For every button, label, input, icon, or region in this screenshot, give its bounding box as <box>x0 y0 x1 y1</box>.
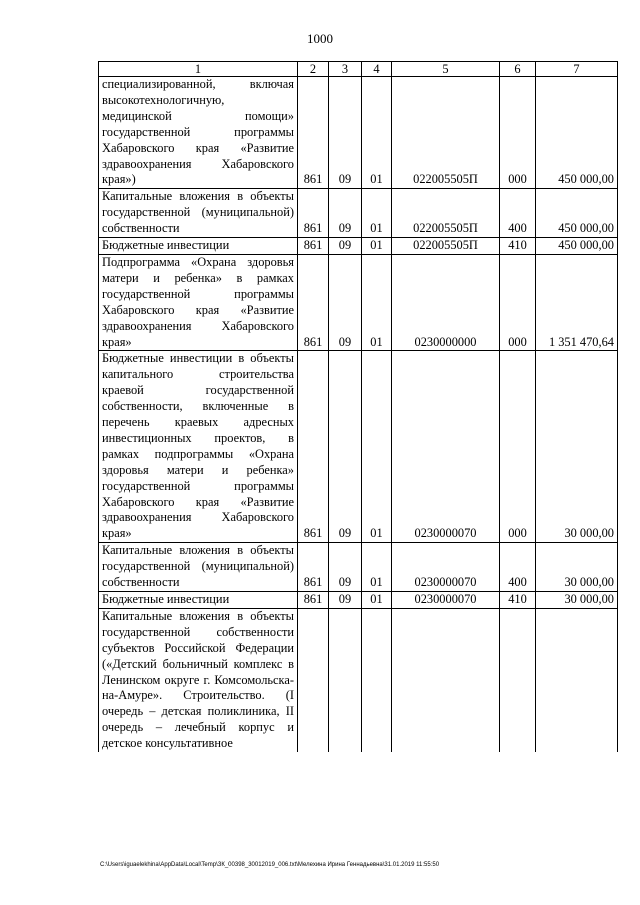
row-code-section: 09 <box>329 351 362 543</box>
row-code-expense-type: 000 <box>500 77 536 189</box>
row-amount <box>536 608 618 752</box>
row-description: Капитальные вложения в объекты государственной (муниципальной) собственности <box>99 189 298 238</box>
row-description: Бюджетные инвестиции в объекты капитального строительства краевой государственной собственности, включенные в перечень краевых адресных инвестиционных проектов, в рамках подпрограммы «Охрана здоровья матери и ребенка» государственной программы Хабаровского края «Развитие здравоохранения Хабаровского края» <box>99 351 298 543</box>
table-row <box>99 608 618 752</box>
row-amount: 1 351 470,64 <box>536 254 618 350</box>
table-row <box>99 238 618 255</box>
row-code-target: 022005505П <box>392 77 500 189</box>
row-code-expense-type: 000 <box>500 351 536 543</box>
row-code-target: 0230000070 <box>392 351 500 543</box>
footer-file-path: C:\Users\iguaelekhina\AppData\Local\Temp\ЗК_00398_30012019_006.txt\Мелехина Ирина Геннадьевна\31.01.2019 11:55:50 <box>100 862 440 868</box>
row-code-expense-type: 410 <box>500 238 536 255</box>
row-description: Бюджетные инвестиции <box>99 592 298 609</box>
header-col-4: 4 <box>362 62 392 77</box>
row-code-admin: 861 <box>298 254 329 350</box>
row-code-section: 09 <box>329 592 362 609</box>
row-code-subsection: 01 <box>362 543 392 592</box>
header-col-1: 1 <box>99 62 298 77</box>
row-code-expense-type <box>500 608 536 752</box>
row-code-target: 0230000000 <box>392 254 500 350</box>
row-code-target: 0230000070 <box>392 543 500 592</box>
row-code-target: 022005505П <box>392 189 500 238</box>
page-number: 1000 <box>307 31 333 46</box>
header-row <box>99 62 618 77</box>
row-code-subsection: 01 <box>362 77 392 189</box>
row-code-section: 09 <box>329 238 362 255</box>
table-row <box>99 254 618 350</box>
row-amount: 450 000,00 <box>536 238 618 255</box>
row-amount: 450 000,00 <box>536 77 618 189</box>
row-code-subsection: 01 <box>362 238 392 255</box>
row-code-expense-type: 000 <box>500 254 536 350</box>
row-code-admin: 861 <box>298 77 329 189</box>
row-code-target: 022005505П <box>392 238 500 255</box>
row-code-subsection: 01 <box>362 254 392 350</box>
row-code-admin: 861 <box>298 592 329 609</box>
row-code-admin: 861 <box>298 351 329 543</box>
header-col-6: 6 <box>500 62 536 77</box>
row-description: Капитальные вложения в объекты государственной (муниципальной) собственности <box>99 543 298 592</box>
row-amount: 30 000,00 <box>536 592 618 609</box>
row-code-target: 0230000070 <box>392 592 500 609</box>
row-code-admin <box>298 608 329 752</box>
row-amount: 30 000,00 <box>536 351 618 543</box>
row-amount: 30 000,00 <box>536 543 618 592</box>
header-col-3: 3 <box>329 62 362 77</box>
row-code-expense-type: 400 <box>500 543 536 592</box>
row-code-section: 09 <box>329 543 362 592</box>
row-description: Бюджетные инвестиции <box>99 238 298 255</box>
table-row <box>99 351 618 543</box>
header-col-5: 5 <box>392 62 500 77</box>
row-description: Подпрограмма «Охрана здоровья матери и ребенка» в рамках государственной программы Хабаровского края «Развитие здравоохранения Хабаровского края» <box>99 254 298 350</box>
row-code-subsection: 01 <box>362 592 392 609</box>
row-code-section: 09 <box>329 254 362 350</box>
row-code-target <box>392 608 500 752</box>
row-code-section: 09 <box>329 189 362 238</box>
row-code-section: 09 <box>329 77 362 189</box>
header-col-7: 7 <box>536 62 618 77</box>
row-code-subsection: 01 <box>362 351 392 543</box>
row-code-admin: 861 <box>298 238 329 255</box>
header-col-2: 2 <box>298 62 329 77</box>
row-code-admin: 861 <box>298 543 329 592</box>
table-row <box>99 543 618 592</box>
table-row <box>99 592 618 609</box>
budget-table <box>98 61 618 752</box>
row-code-admin: 861 <box>298 189 329 238</box>
row-code-section <box>329 608 362 752</box>
table-row <box>99 77 618 189</box>
table-row <box>99 189 618 238</box>
row-code-expense-type: 410 <box>500 592 536 609</box>
row-description: Капитальные вложения в объекты государственной собственности субъектов Российской Федерации («Детский больничный комплекс в Ленинском округе г. Комсомольска-на-Амуре». Строительство. (I очередь – детская поликлиника, II очередь – лечебный корпус и детское консультативное <box>99 608 298 752</box>
row-code-expense-type: 400 <box>500 189 536 238</box>
row-code-subsection <box>362 608 392 752</box>
row-amount: 450 000,00 <box>536 189 618 238</box>
row-description: специализированной, включая высокотехнологичную, медицинской помощи» государственной программы Хабаровского края «Развитие здравоохранения Хабаровского края») <box>99 77 298 189</box>
row-code-subsection: 01 <box>362 189 392 238</box>
